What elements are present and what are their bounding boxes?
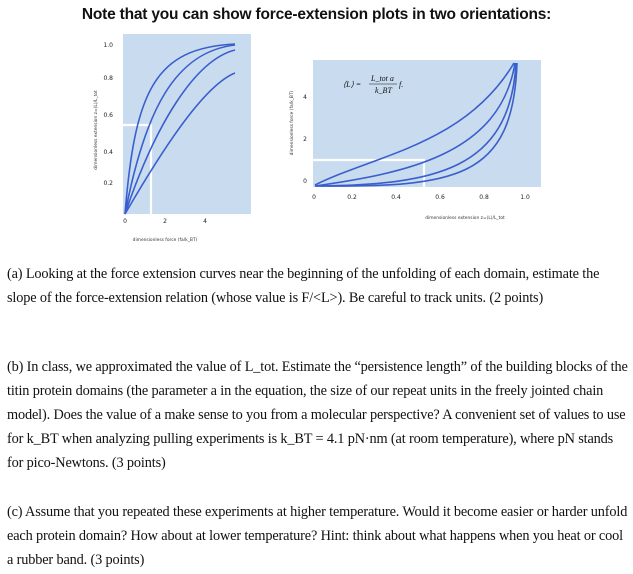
svg-text:⟨L⟩ =: ⟨L⟩ = — [343, 80, 362, 89]
question-a: (a) Looking at the force extension curves near the beginning of the unfolding of each domain, estimate the slope of the force-extension relation (whose value is F/<L>). Be careful to track units. (2 points) — [7, 266, 600, 306]
question-b: (b) In class, we approximated the value of L_tot. Estimate the “persistence length” of the building blocks of the titin protein domains (the parameter a in the equation, the size of our repeat units in the freely jointed chain model). Does the value of a make sense to you from a molecular perspective? A convenient set of values to use for k_BT when analyzing pulling experiments is k_BT = 4.1 pN·nm (at room temperature), where pN stands for pico-Newtons. (3 points) — [7, 359, 628, 471]
left-y-axis-label: dimensionless extension z=⟨L⟩/L_tot — [94, 90, 99, 170]
right-force-extension-plot — [285, 55, 545, 235]
svg-text:L_tot a: L_tot a — [371, 74, 394, 83]
svg-text:k_BT: k_BT — [375, 86, 392, 95]
left-y-tick: 0.4 — [103, 149, 113, 156]
svg-text:f.: f. — [399, 80, 404, 89]
left-x-tick: 0 — [123, 218, 127, 225]
left-x-tick: 4 — [203, 218, 207, 225]
right-x-tick: 0 — [312, 194, 316, 201]
left-x-axis-label: dimensionless force (fa/k_BT) — [132, 238, 198, 243]
right-x-tick: 0.8 — [479, 194, 489, 201]
left-x-tick: 2 — [163, 218, 167, 225]
left-y-tick: 0.8 — [103, 75, 113, 82]
right-x-axis-label: dimensionless extension z=⟨L⟩/L_tot — [425, 216, 505, 221]
left-y-tick: 0.2 — [103, 180, 113, 187]
page-title: Note that you can show force-extension plots in two orientations: — [81, 6, 552, 23]
right-y-tick: 4 — [303, 94, 307, 101]
question-c: (c) Assume that you repeated these experiments at higher temperature. Would it become easier or harder unfold each protein domain? How about at lower temperature? Hint: think about what happens when you heat or cool a rubber band. (3 points) — [7, 504, 628, 568]
right-x-tick: 1.0 — [520, 194, 530, 201]
left-force-extension-plot — [85, 30, 255, 245]
right-x-tick: 0.6 — [435, 194, 445, 201]
left-y-tick: 1.0 — [103, 42, 113, 49]
left-y-tick: 0.6 — [103, 112, 113, 119]
right-x-tick: 0.4 — [391, 194, 401, 201]
right-x-tick: 0.2 — [347, 194, 357, 201]
right-y-axis-label: dimensionless force (fa/k_BT) — [290, 90, 295, 156]
right-y-tick: 0 — [303, 178, 307, 185]
right-y-tick: 2 — [303, 136, 307, 143]
